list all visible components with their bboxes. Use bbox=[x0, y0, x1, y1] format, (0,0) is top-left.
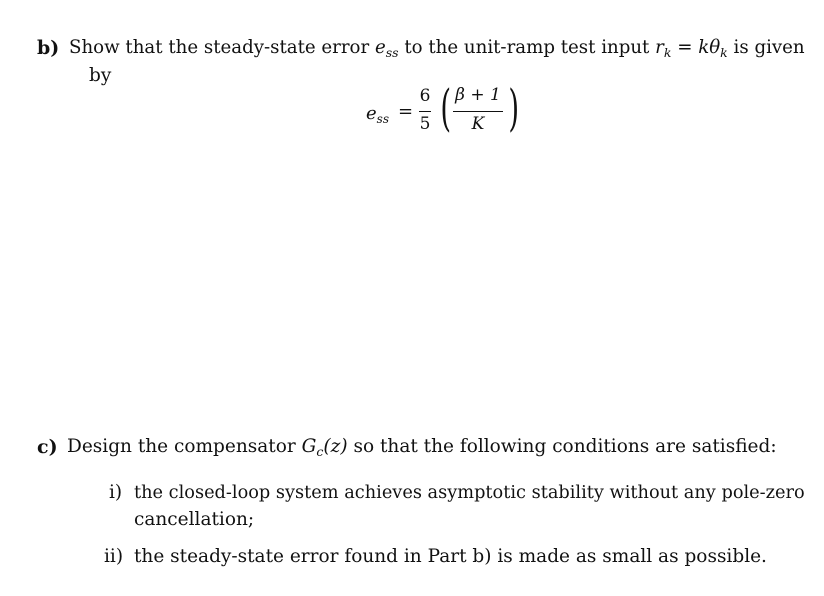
part-c-label: c) bbox=[37, 436, 58, 458]
item-ii-label: ii) bbox=[104, 546, 124, 567]
equation-lhs-e: e bbox=[366, 103, 377, 124]
part-b-text-4: by bbox=[89, 65, 112, 86]
ramp-error-equation bbox=[360, 79, 530, 142]
var-e: e bbox=[374, 37, 386, 58]
part-b-line-1 bbox=[69, 36, 805, 61]
fraction-beta-bar bbox=[453, 111, 503, 112]
fraction-beta-denominator: K bbox=[471, 114, 485, 134]
var-r-subscript: k bbox=[663, 45, 672, 60]
part-b-label: b) bbox=[37, 37, 60, 59]
item-i-label: i) bbox=[109, 482, 123, 503]
part-b-text-3: is given bbox=[733, 37, 805, 58]
fraction-beta-numerator: β + 1 bbox=[455, 85, 501, 105]
var-theta: θ bbox=[709, 37, 721, 58]
part-c-text-2: so that the following conditions are satisfied: bbox=[353, 436, 777, 457]
var-r: r bbox=[655, 37, 664, 58]
part-c-text-1: Design the compensator bbox=[67, 436, 296, 457]
var-k: k bbox=[698, 37, 710, 58]
equation-lhs bbox=[366, 103, 389, 124]
fraction-six-fifths-bar bbox=[419, 111, 431, 112]
fraction-six-fifths-denominator: 5 bbox=[419, 114, 431, 134]
var-theta-subscript: k bbox=[720, 45, 728, 60]
fraction-six-fifths-numerator: 6 bbox=[419, 86, 431, 106]
var-G: G bbox=[301, 436, 317, 457]
part-b-text-1: Show that the steady-state error bbox=[69, 37, 370, 58]
equals-sign: = bbox=[677, 37, 693, 58]
var-G-subscript: c bbox=[316, 444, 324, 459]
equation-lhs-subscript: ss bbox=[376, 112, 389, 126]
item-i-line-1: the closed-loop system achieves asymptotic stability without any pole-zero bbox=[134, 483, 805, 503]
equation-left-paren: ( bbox=[440, 79, 452, 137]
var-z: (z) bbox=[323, 436, 348, 457]
item-ii-line-1: the steady-state error found in Part b) is made as small as possible. bbox=[134, 546, 767, 567]
part-c-line-1 bbox=[67, 435, 777, 460]
item-i-line-2: cancellation; bbox=[134, 509, 255, 530]
var-e-subscript: ss bbox=[385, 45, 399, 60]
part-b-text-2: to the unit-ramp test input bbox=[404, 37, 650, 58]
equation-right-paren: ) bbox=[508, 79, 520, 137]
equation-equals: = bbox=[398, 101, 414, 122]
